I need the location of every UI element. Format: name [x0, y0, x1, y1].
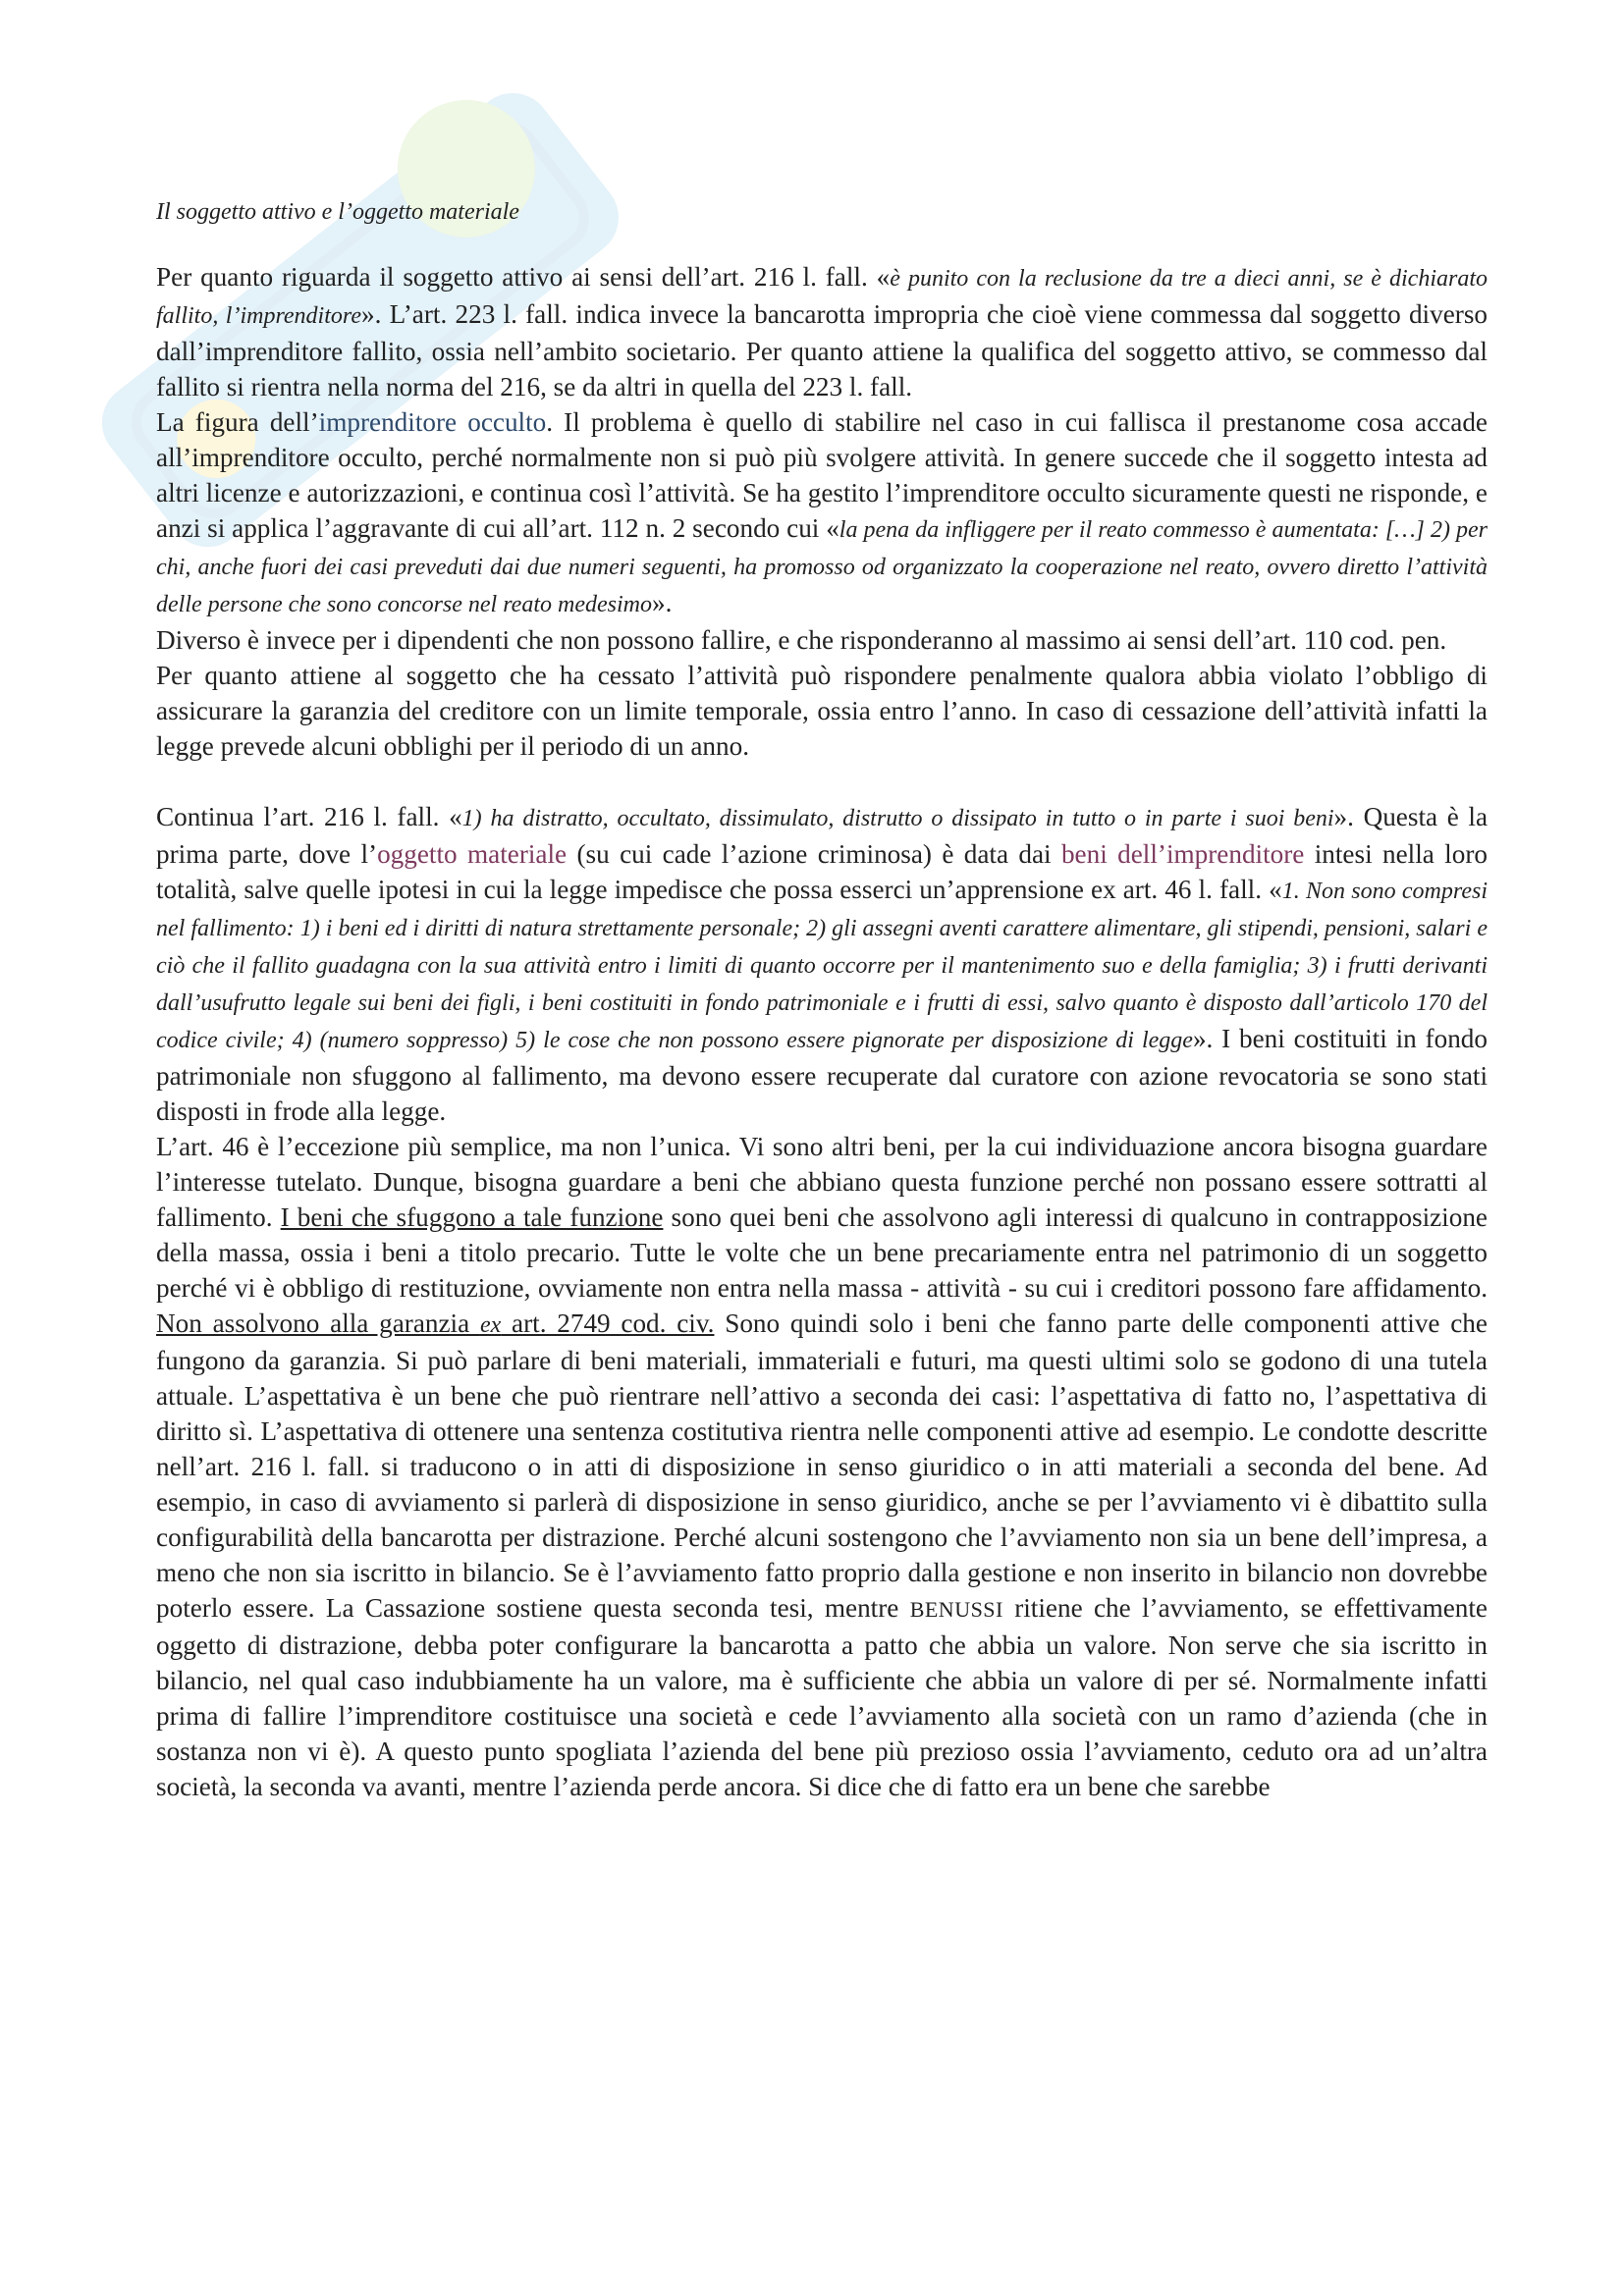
paragraph-gap: [156, 764, 1488, 799]
quote-art-216-beni: 1) ha distratto, occultato, dissimulato, distrutto o dissipato in tutto o in parte i suoi beni: [461, 806, 1334, 831]
paragraph-cessazione: Per quanto attiene al soggetto che ha cessato l’attività può rispondere penalmente qualora abbia violato l’obbligo di assicurare la garanzia del creditore con un limite temporale, ossia entro l’anno. In caso di cessazione dell’attività infatti la legge prevede alcuni obblighi per il periodo di un anno.: [156, 661, 1488, 761]
text-run: La figura dell’: [156, 407, 319, 437]
quote-art-112: la pena da infliggere per il reato commesso è aumentata: […] 2) per chi, anche fuori dei casi preveduti dai due numeri seguenti, ha promosso od organizzato la cooperazione nel reato, ovvero diretto l’attività delle persone che sono concorse nel reato medesimo: [156, 517, 1489, 617]
underlined-phrase: I beni che sfuggono a tale funzione: [280, 1202, 664, 1232]
term-beni-imprenditore: beni dell’imprenditore: [1060, 839, 1305, 869]
text-run: ritiene che l’avviamento, se effettivamente oggetto di distrazione, debba poter configurare la bancarotta a patto che abbia un valore. Non serve che sia iscritto in bilancio, nel qual caso indubbiamente ha un valore, ma è sufficiente che abbia un valore di per sé. Normalmente infatti prima di fallire l’imprenditore costituisce una società e cede l’avviamento alla società con un ramo d’azienda (che in sostanza non vi è). A questo punto spogliata l’azienda del bene più prezioso ossia l’avviamento, ceduto ora ad un’altra società, la seconda va avanti, mentre l’azienda perde ancora. Si dice che di fatto era un bene che sarebbe: [156, 1593, 1489, 1801]
term-oggetto-materiale: oggetto materiale: [377, 839, 568, 869]
author-benussi: BENUSSI: [909, 1597, 1003, 1622]
text-run: Non assolvono alla garanzia: [156, 1308, 480, 1338]
text-run: ».: [651, 588, 673, 617]
underlined-phrase-garanzia: [156, 1308, 714, 1338]
text-run: ». Questa è la prima parte, dove l’: [156, 802, 1489, 869]
italic-ex: ex: [479, 1312, 502, 1338]
text-run: intesi nella loro totalità, salve quelle ipotesi in cui la legge impedisce che possa esserci un’apprensione ex art. 46 l. fall. «: [156, 839, 1488, 904]
paragraph-dipendenti: Diverso è invece per i dipendenti che non possono fallire, e che risponderanno al massimo ai sensi dell’art. 110 cod. pen.: [156, 625, 1447, 655]
paragraph-oggetto-materiale: [156, 799, 1488, 1129]
text-run: Per quanto riguarda il soggetto attivo ai sensi dell’art. 216 l. fall. «: [156, 262, 891, 292]
section-heading: Il soggetto attivo e l’oggetto materiale: [156, 199, 519, 225]
text-run: . Il problema è quello di stabilire nel caso in cui fallisca il prestanome cosa accade all’imprenditore occulto, perché normalmente non si può più svolgere attività. In genere succede che il soggetto intesta ad altri licenze e autorizzazioni, e continua così l’attività. Se ha gestito l’imprenditore occulto sicuramente questi ne risponde, e anzi si applica l’aggravante di cui all’art. 112 n. 2 secondo cui «: [156, 407, 1488, 543]
term-imprenditore-occulto: imprenditore occulto: [318, 407, 547, 437]
quote-art-46: 1. Non sono compresi nel fallimento: 1) i beni ed i diritti di natura strettamente personale; 2) gli assegni aventi carattere alimentare, gli stipendi, pensioni, salari e ciò che il fallito guadagna con la sua attività entro i limiti di quanto occorre per il mantenimento suo e della famiglia; 3) i frutti derivanti dall’usufrutto legale sui beni dei figli, i beni costituiti in fondo patrimoniale e i frutti di essi, salvo quanto è disposto dall’articolo 170 del codice civile; 4) (numero soppresso) 5) le cose che non possono essere pignorate per disposizione di legge: [156, 879, 1488, 1053]
text-run: ». I beni costituiti in fondo patrimoniale non sfuggono al fallimento, ma devono essere recuperate dal curatore con azione revocatoria se sono stati disposti in frode alla legge.: [156, 1024, 1488, 1126]
paragraph-imprenditore-occulto: [156, 404, 1488, 622]
text-run: sono quei beni che assolvono agli interessi di qualcuno in contrapposizione della massa, ossia i beni a titolo precario. Tutte le volte che un bene precariamente entra nel patrimonio di un soggetto perché vi è obbligo di restituzione, ovviamente non entra nella massa - attività - su cui i creditori possono fare affidamento.: [156, 1202, 1488, 1303]
text-run: (su cui cade l’azione criminosa) è data dai: [567, 839, 1061, 869]
text-run: Sono quindi solo i beni che fanno parte delle componenti attive che fungono da garanzia. Si può parlare di beni materiali, immateriali e futuri, ma questi ultimi solo se godono di una tutela attuale. L’aspettativa è un bene che può rientrare nell’attivo a seconda dei casi: l’aspettativa di fatto no, l’aspettativa di diritto sì. L’aspettativa di ottenere una sentenza costitutiva rientra nelle componenti attive ad esempio. Le condotte descritte nell’art. 216 l. fall. si traducono o in atti di disposizione in senso giuridico o in atti materiali a seconda del bene. Ad esempio, in caso di avviamento si parlerà di disposizione in senso giuridico, anche se per l’avviamento vi è dibattito sulla configurabilità della bancarotta per distrazione. Perché alcuni sostengono che l’avviamento non sia un bene dell’impresa, a meno che non sia iscritto in bilancio. Se è l’avviamento fatto proprio dalla gestione e non inserito in bilancio non dovrebbe poterlo essere. La Cassazione sostiene questa seconda tesi, mentre: [156, 1308, 1488, 1623]
quote-art-216: è punito con la reclusione da tre a dieci anni, se è dichiarato fallito, l’imprenditore: [156, 266, 1488, 329]
text-run: Continua l’art. 216 l. fall. «: [156, 802, 462, 831]
body-text: [156, 259, 1488, 1804]
text-run: art. 2749 cod. civ.: [501, 1308, 715, 1338]
text-run: L’art. 46 è l’eccezione più semplice, ma non l’unica. Vi sono altri beni, per la cui individuazione ancora bisogna guardare l’interesse tutelato. Dunque, bisogna guardare a beni che abbiano questa funzione perché non possano essere sottratti al fallimento.: [156, 1132, 1488, 1232]
paragraph-soggetto-attivo: [156, 259, 1488, 404]
text-run: ». L’art. 223 l. fall. indica invece la bancarotta impropria che cioè viene commessa dal soggetto diverso dall’imprenditore fallito, ossia nell’ambito societario. Per quanto attiene la qualifica del soggetto attivo, se commesso dal fallito si rientra nella norma del 216, se da altri in quella del 223 l. fall.: [156, 299, 1488, 401]
paragraph-art-46: [156, 1129, 1488, 1804]
